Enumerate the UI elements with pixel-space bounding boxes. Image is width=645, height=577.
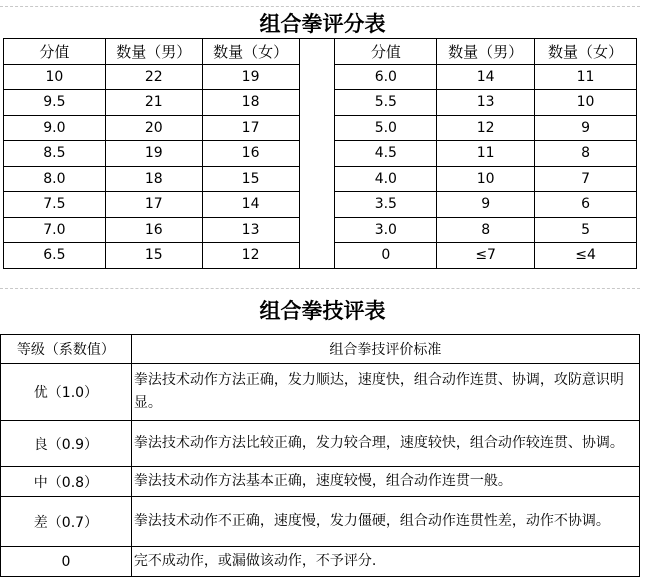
score-cell-left: 20 [105,115,202,141]
score-cell-left: 9.0 [4,115,106,141]
score-cell-left: 16 [202,141,299,167]
score-cell-right: 8 [437,217,535,243]
header-female-left: 数量（女） [202,39,299,65]
gap-cell [299,64,335,90]
tech-table-title: 组合拳技评表 [259,298,386,323]
header-score-left: 分值 [4,39,106,65]
score-row [4,115,637,141]
criteria-cell: 拳法技术动作方法正确，发力顺达，速度快，组合动作连贯、协调，攻防意识明显。 [131,364,639,421]
tech-row [1,497,640,547]
score-cell-left: 21 [105,90,202,116]
score-cell-left: 13 [202,217,299,243]
score-cell-left: 17 [202,115,299,141]
score-cell-right: 3.5 [335,192,437,218]
score-cell-left: 10 [4,64,106,90]
score-cell-right: 5 [535,217,637,243]
score-cell-left: 8.5 [4,141,106,167]
score-cell-right: 11 [535,64,637,90]
score-cell-left: 12 [202,243,299,269]
grade-cell: 0 [1,547,132,577]
score-cell-left: 19 [202,64,299,90]
score-table-title: 组合拳评分表 [259,11,386,36]
score-cell-left: 18 [105,166,202,192]
score-cell-left: 6.5 [4,243,106,269]
header-criteria: 组合拳技评价标准 [131,335,639,364]
header-score-right: 分值 [335,39,437,65]
tech-row [1,421,640,467]
gap-cell [299,39,335,65]
score-cell-right: 8 [535,141,637,167]
score-cell-right: 12 [437,115,535,141]
score-cell-left: 7.0 [4,217,106,243]
score-row [4,243,637,269]
gap-cell [299,243,335,269]
score-cell-right: 6.0 [335,64,437,90]
grade-cell: 中（0.8） [1,467,132,497]
score-cell-left: 22 [105,64,202,90]
score-cell-right: ≤7 [437,243,535,269]
score-cell-left: 14 [202,192,299,218]
score-cell-left: 16 [105,217,202,243]
score-cell-right: 10 [535,90,637,116]
score-row [4,217,637,243]
score-row [4,166,637,192]
middle-dashed-rule [0,288,640,289]
score-cell-right: 9 [437,192,535,218]
gap-cell [299,192,335,218]
gap-cell [299,115,335,141]
score-cell-right: 14 [437,64,535,90]
score-cell-left: 17 [105,192,202,218]
score-cell-right: 5.0 [335,115,437,141]
score-cell-left: 9.5 [4,90,106,116]
score-cell-right: 4.5 [335,141,437,167]
score-table [3,38,637,269]
criteria-cell: 拳法技术动作方法基本正确，速度较慢，组合动作连贯一般。 [131,467,639,497]
score-cell-right: 10 [437,166,535,192]
score-cell-right: 7 [535,166,637,192]
gap-cell [299,166,335,192]
score-cell-left: 19 [105,141,202,167]
score-cell-left: 15 [105,243,202,269]
gap-cell [299,141,335,167]
header-male-right: 数量（男） [437,39,535,65]
top-dashed-rule [0,6,640,7]
score-row [4,192,637,218]
grade-cell: 优（1.0） [1,364,132,421]
tech-row [1,364,640,421]
criteria-cell: 拳法技术动作不正确，速度慢，发力僵硬，组合动作连贯性差，动作不协调。 [131,497,639,547]
criteria-cell: 拳法技术动作方法比较正确，发力较合理，速度较快，组合动作较连贯、协调。 [131,421,639,467]
score-cell-right: ≤4 [535,243,637,269]
gap-cell [299,90,335,116]
criteria-cell: 完不成动作，或漏做该动作，不予评分. [131,547,639,577]
header-grade: 等级（系数值） [1,335,132,364]
grade-cell: 差（0.7） [1,497,132,547]
tech-table [0,334,640,577]
score-row [4,141,637,167]
score-header-row [4,39,637,65]
tech-row [1,467,640,497]
tech-header-row [1,335,640,364]
score-cell-right: 0 [335,243,437,269]
score-cell-right: 11 [437,141,535,167]
score-cell-right: 4.0 [335,166,437,192]
score-row [4,64,637,90]
gap-cell [299,217,335,243]
score-cell-right: 9 [535,115,637,141]
header-male-left: 数量（男） [105,39,202,65]
tech-row [1,547,640,577]
grade-cell: 良（0.9） [1,421,132,467]
score-row [4,90,637,116]
header-female-right: 数量（女） [535,39,637,65]
score-cell-right: 5.5 [335,90,437,116]
score-cell-left: 18 [202,90,299,116]
score-cell-left: 7.5 [4,192,106,218]
score-cell-right: 13 [437,90,535,116]
score-cell-right: 3.0 [335,217,437,243]
score-cell-left: 8.0 [4,166,106,192]
score-cell-left: 15 [202,166,299,192]
score-cell-right: 6 [535,192,637,218]
